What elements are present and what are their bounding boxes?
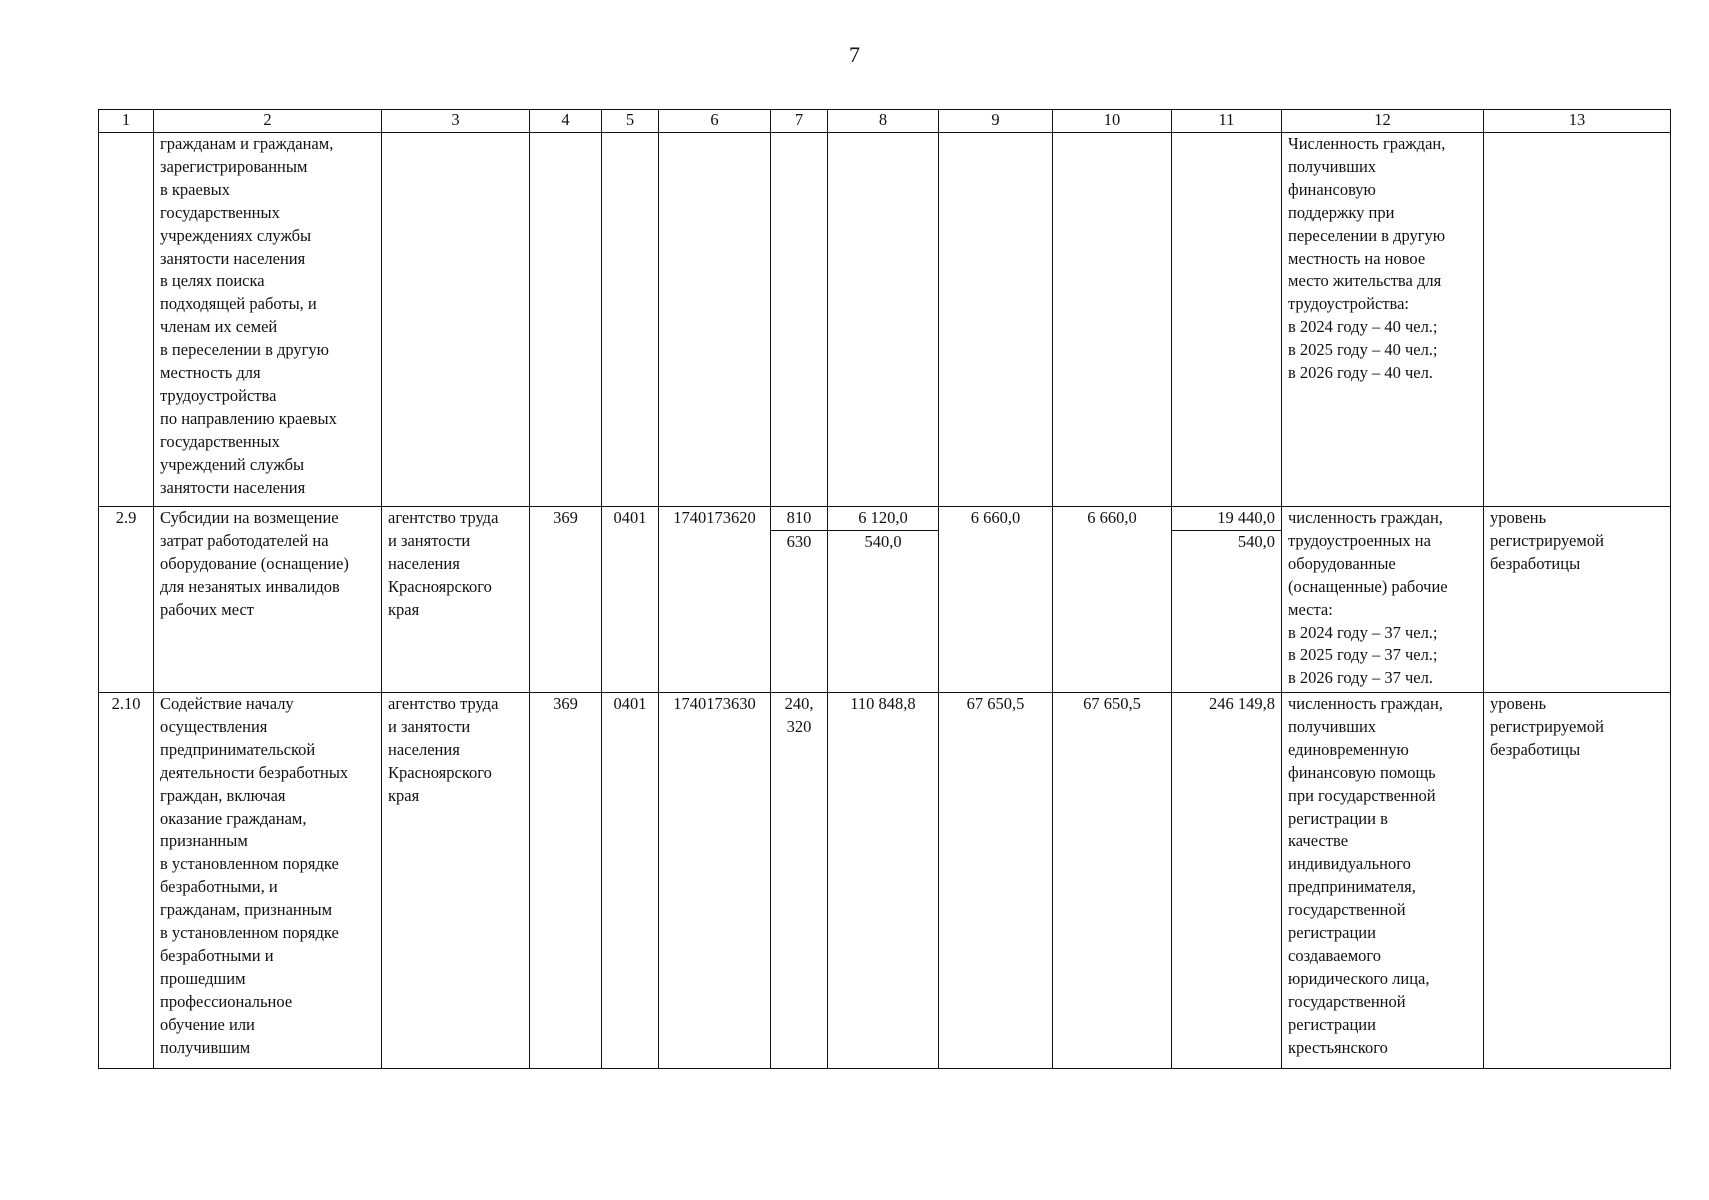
activity-name-line: гражданам и гражданам, [160,134,334,153]
header-cell: 7 [771,110,828,133]
indicator-line: уровень [1490,508,1547,527]
row-number: 2.9 [99,507,154,693]
target-article-cell: 1740173620 [659,507,771,693]
table-row-continuation [99,133,1671,507]
result-line: поддержку при [1288,202,1395,222]
activity-name-line: государственных [160,431,280,451]
result-line: финансовую [1288,179,1376,199]
activity-name-line: затрат работодателей на [160,530,329,550]
indicator-cell [1484,693,1671,1069]
result-line: получивших [1288,716,1377,736]
program-activities-table [98,109,1671,1069]
page-number: 7 [849,42,860,67]
header-cell: 2 [154,110,382,133]
result-line: места: [1288,599,1333,619]
result-line: в 2025 году – 40 чел.; [1288,340,1438,360]
result-line: регистрации [1288,1014,1376,1034]
header-cell: 6 [659,110,771,133]
result-line: регистрации [1288,923,1376,943]
result-line: крестьянского [1288,1037,1388,1057]
total-cell [1172,133,1282,507]
header-cell: 13 [1484,110,1671,133]
total-cell [1172,507,1282,693]
executor-line: агентство труда [388,508,499,527]
executor-line: агентство труда [388,694,499,713]
activity-name-cell [154,693,382,1069]
table-header-row [99,110,1671,133]
activity-name-line: прошедшим [160,968,246,988]
result-line: создаваемого [1288,945,1382,965]
header-cell: 11 [1172,110,1282,133]
amount-cell: 110 848,8 [828,693,939,1069]
result-line: индивидуального [1288,854,1411,874]
expense-type-line: 240, [784,694,814,713]
activity-name-line: занятости населения [160,248,306,268]
code-cell: 369 [530,693,602,1069]
result-cell [1282,693,1484,1069]
executor-cell [382,133,530,507]
indicator-line: уровень [1490,694,1547,713]
total-bottom: 540,0 [1237,531,1275,551]
result-line: в 2024 году – 40 чел.; [1288,317,1438,337]
result-line: местность на новое [1288,248,1426,268]
amount-cell [1053,133,1172,507]
executor-line: Красноярского [388,762,492,782]
activity-name-line: членам их семей [160,317,278,337]
amount-cell: 67 650,5 [939,693,1053,1069]
result-line: оборудованные [1288,553,1396,573]
amount-cell [828,133,939,507]
activity-name-line: обучение или [160,1014,255,1034]
indicator-cell [1484,133,1671,507]
activity-name-line: безработными, и [160,877,278,897]
expense-type-cell [771,133,828,507]
activity-name-line: занятости населения [160,477,306,497]
activity-name-cell [154,133,382,507]
amount-cell: 6 660,0 [1053,507,1172,693]
activity-name-line: учреждениях службы [160,225,312,245]
header-cell: 5 [602,110,659,133]
result-line: в 2026 году – 40 чел. [1288,363,1433,383]
activity-name-line: в установленном порядке [160,854,339,874]
amount-cell: 6 660,0 [939,507,1053,693]
result-line: трудоустроенных на [1288,530,1431,550]
code-cell [530,133,602,507]
activity-name-line: трудоустройства [160,385,277,405]
executor-cell [382,507,530,693]
activity-name-line: гражданам, признанным [160,900,333,920]
row-number: 2.10 [99,693,154,1069]
amount-cell: 67 650,5 [1053,693,1172,1069]
executor-line: Красноярского [388,576,492,596]
table-row-2-10 [99,693,1671,1069]
section-cell [602,133,659,507]
result-line: численность граждан, [1288,508,1443,527]
indicator-line: безработицы [1490,739,1581,759]
activity-name-line: для незанятых инвалидов [160,576,340,596]
header-cell: 1 [99,110,154,133]
executor-line: и занятости [388,716,471,736]
expense-type-top: 810 [771,507,827,531]
result-line: юридического лица, [1288,968,1430,988]
result-line: трудоустройства: [1288,294,1410,314]
amount-cell [828,507,939,693]
number-cell [99,133,154,507]
indicator-line: регистрируемой [1490,716,1604,736]
activity-name-line: учреждений службы [160,454,305,474]
activity-name-line: получившим [160,1037,251,1057]
activity-name-line: рабочих мест [160,599,255,619]
header-cell: 10 [1053,110,1172,133]
amount-cell [939,133,1053,507]
activity-name-line: подходящей работы, и [160,294,317,314]
activity-name-line: государственных [160,202,280,222]
section-cell: 0401 [602,507,659,693]
header-cell: 9 [939,110,1053,133]
activity-name-line: безработными и [160,945,274,965]
header-cell: 8 [828,110,939,133]
result-line: в 2026 году – 37 чел. [1288,668,1433,688]
result-line: численность граждан, [1288,694,1443,713]
amount-top: 6 120,0 [828,507,938,531]
activity-name-line: деятельности безработных [160,762,349,782]
activity-name-line: профессиональное [160,991,293,1011]
executor-line: края [388,785,420,805]
activity-name-line: предпринимательской [160,739,316,759]
target-article-cell [659,133,771,507]
executor-cell [382,693,530,1069]
expense-type-bottom: 630 [786,531,812,551]
indicator-cell [1484,507,1671,693]
result-line: Численность граждан, [1288,134,1446,153]
header-cell: 3 [382,110,530,133]
result-line: финансовую помощь [1288,762,1436,782]
header-cell: 12 [1282,110,1484,133]
result-line: единовременную [1288,739,1409,759]
total-top: 19 440,0 [1172,507,1281,531]
header-cell: 4 [530,110,602,133]
result-cell [1282,507,1484,693]
result-line: государственной [1288,991,1406,1011]
expense-type-line: 320 [786,716,812,736]
executor-line: края [388,599,420,619]
result-line: (оснащенные) рабочие [1288,576,1448,596]
indicator-line: регистрируемой [1490,530,1604,550]
result-cell [1282,133,1484,507]
result-line: переселении в другую [1288,225,1446,245]
activity-name-line: осуществления [160,716,268,736]
activity-name-line: в переселении в другую [160,340,330,360]
code-cell: 369 [530,507,602,693]
amount-bottom: 540,0 [864,531,902,551]
activity-name-cell [154,507,382,693]
table-row-2-9 [99,507,1671,693]
activity-name-line: в целях поиска [160,271,265,291]
activity-name-line: оборудование (оснащение) [160,553,349,573]
section-cell: 0401 [602,693,659,1069]
activity-name-line: признанным [160,831,248,851]
activity-name-line: оказание гражданам, [160,808,307,828]
result-line: место жительства для [1288,271,1442,291]
activity-name-line: Субсидии на возмещение [160,508,339,527]
expense-type-cell [771,693,828,1069]
result-line: получивших [1288,156,1377,176]
result-line: в 2025 году – 37 чел.; [1288,645,1438,665]
executor-line: и занятости [388,530,471,550]
executor-line: населения [388,739,460,759]
result-line: в 2024 году – 37 чел.; [1288,622,1438,642]
activity-name-line: зарегистрированным [160,156,308,176]
expense-type-cell [771,507,828,693]
result-line: предпринимателя, [1288,877,1416,897]
result-line: качестве [1288,831,1349,851]
activity-name-line: Содействие началу [160,694,294,713]
executor-line: населения [388,553,460,573]
activity-name-line: местность для [160,363,261,383]
indicator-line: безработицы [1490,553,1581,573]
target-article-cell: 1740173630 [659,693,771,1069]
result-line: регистрации в [1288,808,1388,828]
total-cell: 246 149,8 [1172,693,1282,1069]
result-line: государственной [1288,900,1406,920]
result-line: при государственной [1288,785,1436,805]
activity-name-line: по направлению краевых [160,408,337,428]
activity-name-line: граждан, включая [160,785,286,805]
activity-name-line: в установленном порядке [160,923,339,943]
activity-name-line: в краевых [160,179,230,199]
